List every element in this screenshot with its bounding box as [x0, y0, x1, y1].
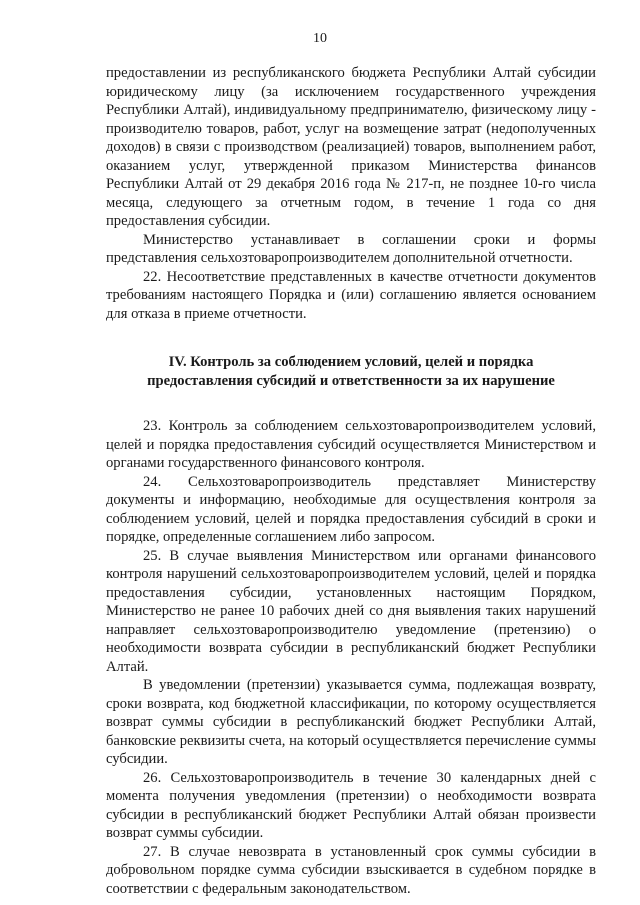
paragraph-25: 25. В случае выявления Министерством или органами финансового контроля нарушений сельхозтоваропроизводителем условий, целей и порядка предоставления субсидии, установленных настоящим Порядком, Министерство не ранее 10 рабочих дней со дня выявления таких нарушений направляет сельхозтоваропроизводителю уведомление (претензию) о необходимости возврата субсидии в республиканский бюджет Республики Алтай. — [106, 547, 596, 675]
paragraph-ministry-reporting: Министерство устанавливает в соглашении сроки и формы представления сельхозтоваропроизводителем дополнительной отчетности. — [106, 231, 596, 266]
section-heading-line-2: предоставления субсидий и ответственности за их нарушение — [147, 372, 555, 389]
paragraph-continuation: предоставлении из республиканского бюджета Республики Алтай субсидии юридическому лицу (за исключением государственного учреждения Республики Алтай), индивидуальному предпринимателю, физическому лицу - производителю товаров, работ, услуг на возмещение затрат (недополученных доходов) в связи с производством (реализацией) товаров, выполнением работ, оказанием услуг, утвержденной приказом Министерства финансов Республики Алтай от 29 декабря 2016 года № 217-п, не позднее 10-го числа месяца, следующего за отчетным годом, в течение 1 года со дня предоставления субсидии. — [106, 65, 596, 229]
paragraph-notice-contents: В уведомлении (претензии) указывается сумма, подлежащая возврату, сроки возврата, код бюджетной классификации, по которому осуществляется возврат суммы субсидии в республиканский бюджет Республики Алтай, банковские реквизиты счета, на который осуществляется перечисление суммы субсидии. — [106, 677, 596, 767]
paragraph-22: 22. Несоответствие представленных в качестве отчетности документов требованиям настоящего Порядка и (или) соглашению является основанием для отказа в приеме отчетности. — [106, 268, 596, 322]
document-body — [106, 64, 596, 898]
section-heading-line-1: IV. Контроль за соблюдением условий, целей и порядка — [168, 354, 534, 370]
paragraph-26: 26. Сельхозтоваропроизводитель в течение 30 календарных дней с момента получения уведомления (претензии) о необходимости возврата субсидии в республиканский бюджет Республики Алтай обязан произвести возврат суммы субсидии. — [106, 769, 596, 841]
section-heading — [106, 353, 596, 390]
page-number: 10 — [313, 31, 327, 46]
paragraph-27: 27. В случае невозврата в установленный срок суммы субсидии в добровольном порядке сумма субсидии взыскивается в судебном порядке в соответствии с федеральным законодательством. — [106, 843, 596, 897]
paragraph-23: 23. Контроль за соблюдением сельхозтоваропроизводителем условий, целей и порядка предоставления субсидий осуществляется Министерством и органами государственного финансового контроля. — [106, 418, 596, 471]
paragraph-24: 24. Сельхозтоваропроизводитель представляет Министерству документы и информацию, необходимые для осуществления контроля за соблюдением условий, целей и порядка предоставления субсидий в сроки и порядке, определенные соглашением либо запросом. — [106, 473, 596, 545]
